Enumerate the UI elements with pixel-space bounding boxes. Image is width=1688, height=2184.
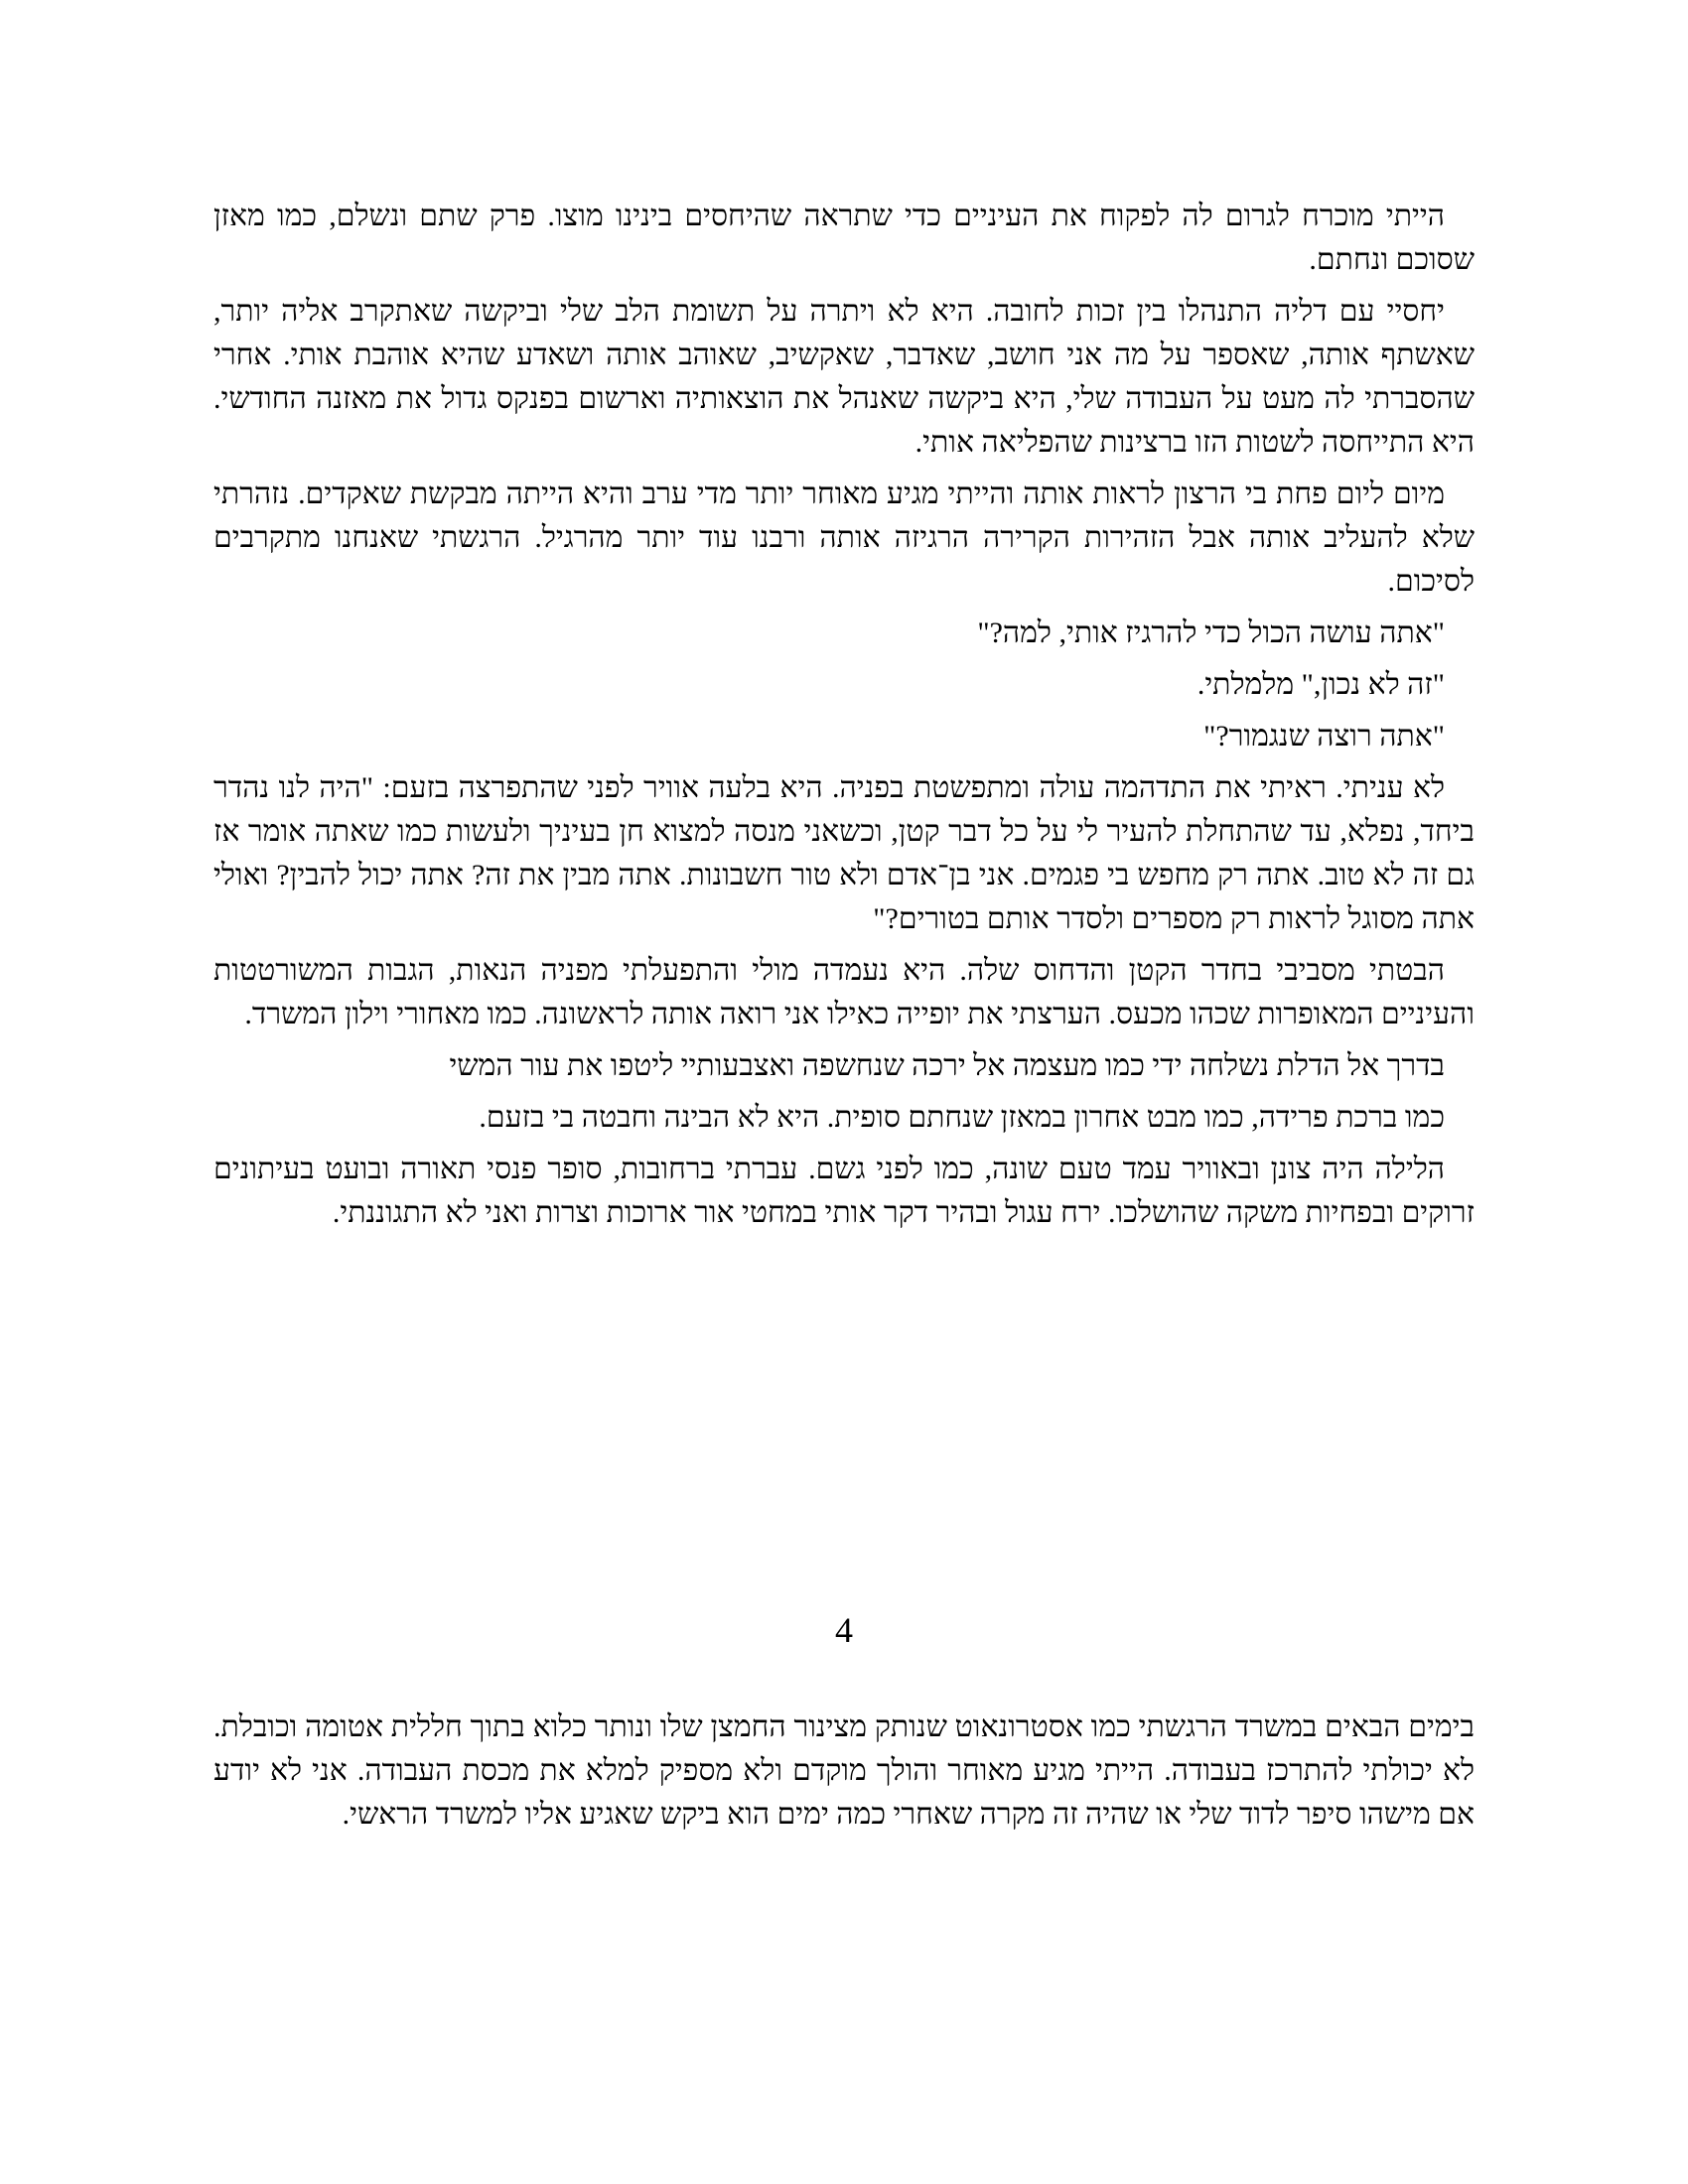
dialogue-line: "אתה עושה הכול כדי להרגיז אותי, למה?" xyxy=(977,616,1445,649)
text-body-top xyxy=(213,195,1475,1243)
paragraph: הייתי מוכרח לגרום לה לפקוח את העיניים כדי שתראה שהיחסים בינינו מוצו. פרק שתם ונשלם, כמו מאזן שסוכם ונחתם. xyxy=(213,200,1475,276)
paragraph: בדרך אל הדלת נשלחה ידי כמו מעצמה אל ירכה שנחשפה ואצבעותיי ליטפו את עור המשי xyxy=(449,1049,1445,1082)
paragraph: הבטתי מסביבי בחדר הקטן והדחוס שלה. היא נעמדה מולי והתפעלתי מפניה הנאות, הגבות המשורטטות והעיניים המאופרות שכהו מכעס. הערצתי את יופייה כאילו אני רואה אותה לראשונה. כמו מאחורי וילון המשרד. xyxy=(213,954,1475,1030)
paragraph: לא עניתי. ראיתי את התדהמה עולה ומתפשטת בפניה. היא בלעה אוויר לפני שהתפרצה בזעם: "היה לנו נהדר ביחד, נפלא, עד שהתחלת להעיר לי על כל דבר קטן, וכשאני מנסה למצוא חן בעיניך ולעשות כמו שאתה אומר אז גם זה לא טוב. אתה רק מחפש בי פגמים. אני בן־אדם ולא טור חשבונות. אתה מבין את זה? אתה יכול להבין? ואולי אתה מסוגל לראות רק מספרים ולסדר אותם בטורים?" xyxy=(213,771,1475,935)
text-body-bottom xyxy=(213,1706,1475,1844)
paragraph: הלילה היה צונן ובאוויר עמד טעם שונה, כמו לפני גשם. עברתי ברחובות, סופר פנסי תאורה ובועט בעיתונים זרוקים ובפחיות משקה שהושלכו. ירח עגול ובהיר דקר אותי במחטי אור ארוכות וצרות ואני לא התגוננתי. xyxy=(213,1153,1475,1229)
paragraph: מיום ליום פחת בי הרצון לראות אותה והייתי מגיע מאוחר יותר מדי ערב והיא הייתה מבקשת שאקדים. נזהרתי שלא להעליב אותה אבל הזהירות הקרירה הרגיזה אותה ורבנו עוד יותר מהרגיל. הרגשתי שאנחנו מתקרבים לסיכום. xyxy=(213,478,1475,598)
chapter-number: 4 xyxy=(835,1610,853,1650)
paragraph: יחסיי עם דליה התנהלו בין זכות לחובה. היא לא ויתרה על תשומת הלב שלי וביקשה שאתקרב אליה יותר, שאשתף אותה, שאספר על מה אני חושב, שאדבר, שאקשיב, שאוהב אותה ושאדע שהיא אוהבת אותי. אחרי שהסברתי לה מעט על העבודה שלי, היא ביקשה שאנהל את הוצאותיה וארשום בפנקס גדול את מאזנה החודשי. היא התייחסה לשטות הזו ברצינות שהפליאה אותי. xyxy=(213,295,1475,459)
dialogue-line: "אתה רוצה שנגמור?" xyxy=(1203,720,1445,752)
paragraph: בימים הבאים במשרד הרגשתי כמו אסטרונאוט שנותק מצינור החמצן שלו ונותר כלוא בתוך חללית אטומה וכובלת. לא יכולתי להתרכז בעבודה. הייתי מגיע מאוחר והולך מוקדם ולא מספיק למלא את מכסת העבודה. אני לא יודע אם מישהו סיפר לדוד שלי או שהיה זה מקרה שאחרי כמה ימים הוא ביקש שאגיע אליו למשרד הראשי. xyxy=(213,1710,1475,1831)
paragraph: כמו ברכת פרידה, כמו מבט אחרון במאזן שנחתם סופית. היא לא הבינה וחבטה בי בזעם. xyxy=(479,1101,1445,1134)
dialogue-line: "זה לא נכון," מלמלתי. xyxy=(1196,668,1445,701)
